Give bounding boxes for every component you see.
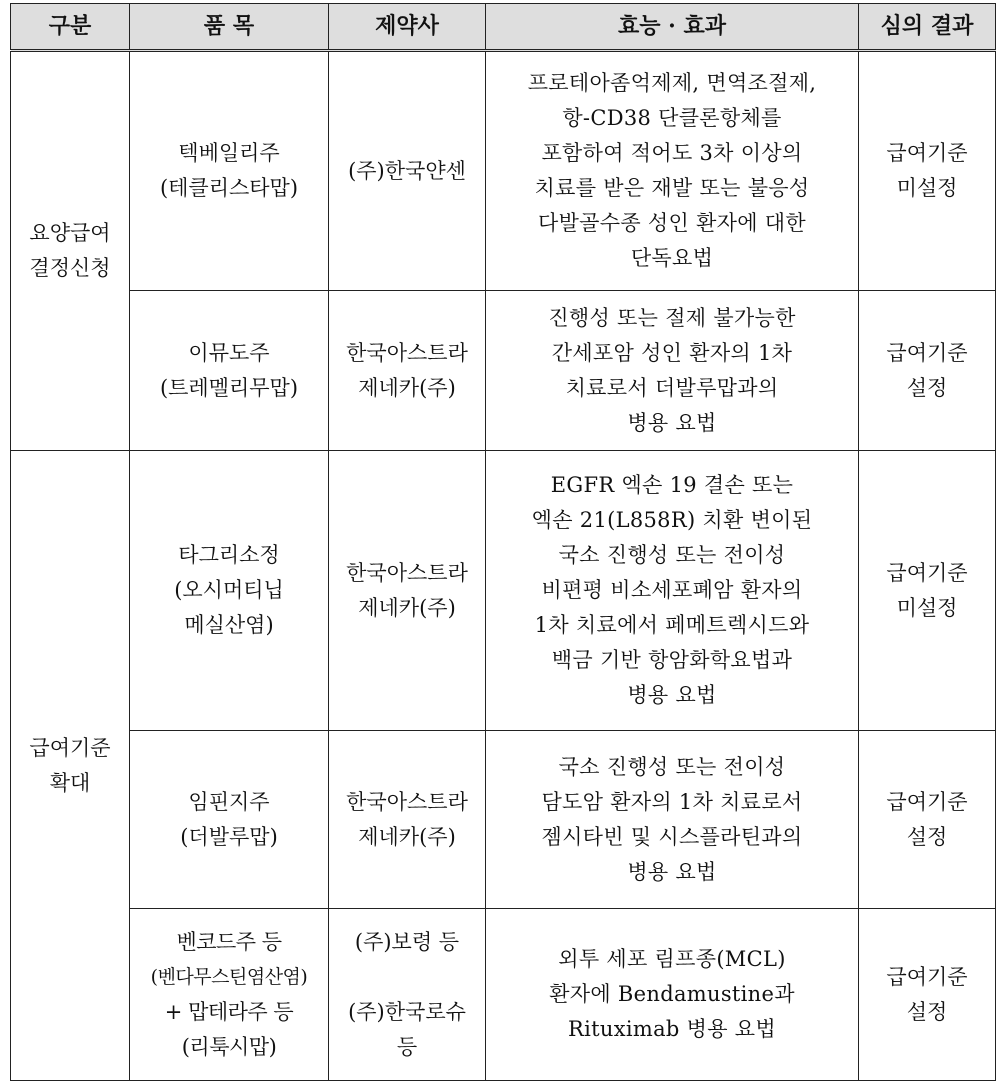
result-cell: 급여기준 미설정 xyxy=(859,51,996,291)
header-category: 구분 xyxy=(11,4,130,51)
header-product: 품 목 xyxy=(130,4,329,51)
header-row xyxy=(11,4,996,51)
company-cell: (주)한국얀센 xyxy=(329,51,486,291)
effect-cell: 국소 진행성 또는 전이성 담도암 환자의 1차 치료로서 젬시타빈 및 시스플라틴과의 병용 요법 xyxy=(486,731,859,909)
header-effect: 효능 · 효과 xyxy=(486,4,859,51)
company-cell: 한국아스트라 제네카(주) xyxy=(329,451,486,731)
category-cell: 요양급여 결정신청 xyxy=(11,51,130,451)
company-cell: (주)보령 등 (주)한국로슈 등 xyxy=(329,909,486,1081)
effect-cell: 진행성 또는 절제 불가능한 간세포암 성인 환자의 1차 치료로서 더발루맙과의 병용 요법 xyxy=(486,291,859,451)
product-cell: 임핀지주 (더발루맙) xyxy=(130,731,329,909)
result-cell: 급여기준 설정 xyxy=(859,291,996,451)
result-cell: 급여기준 설정 xyxy=(859,909,996,1081)
company-cell: 한국아스트라 제네카(주) xyxy=(329,291,486,451)
product-cell: 이뮤도주 (트레멜리무맙) xyxy=(130,291,329,451)
drug-review-table xyxy=(10,3,996,1081)
table-row xyxy=(11,51,996,291)
effect-cell: 프로테아좀억제제, 면역조절제, 항-CD38 단클론항체를 포함하여 적어도 3차 이상의 치료를 받은 재발 또는 불응성 다발골수종 성인 환자에 대한 단독요법 xyxy=(486,51,859,291)
table-row xyxy=(11,909,996,1081)
category-cell: 급여기준 확대 xyxy=(11,451,130,1081)
effect-cell: EGFR 엑손 19 결손 또는 엑손 21(L858R) 치환 변이된 국소 진행성 또는 전이성 비편평 비소세포폐암 환자의 1차 치료에서 페메트렉시드와 백금 기반 항암화학요법과 병용 요법 xyxy=(486,451,859,731)
result-cell: 급여기준 설정 xyxy=(859,731,996,909)
effect-cell: 외투 세포 림프종(MCL) 환자에 Bendamustine과 Rituximab 병용 요법 xyxy=(486,909,859,1081)
product-cell: 타그리소정 (오시머티닙 메실산염) xyxy=(130,451,329,731)
result-cell: 급여기준 미설정 xyxy=(859,451,996,731)
product-cell: 벤코드주 등 (벤다무스틴염산염) + 맙테라주 등 (리툭시맙) xyxy=(130,909,329,1081)
company-cell: 한국아스트라 제네카(주) xyxy=(329,731,486,909)
table-row xyxy=(11,291,996,451)
header-result: 심의 결과 xyxy=(859,4,996,51)
table-row xyxy=(11,451,996,731)
header-company: 제약사 xyxy=(329,4,486,51)
table-row xyxy=(11,731,996,909)
product-cell: 텍베일리주 (테클리스타맙) xyxy=(130,51,329,291)
